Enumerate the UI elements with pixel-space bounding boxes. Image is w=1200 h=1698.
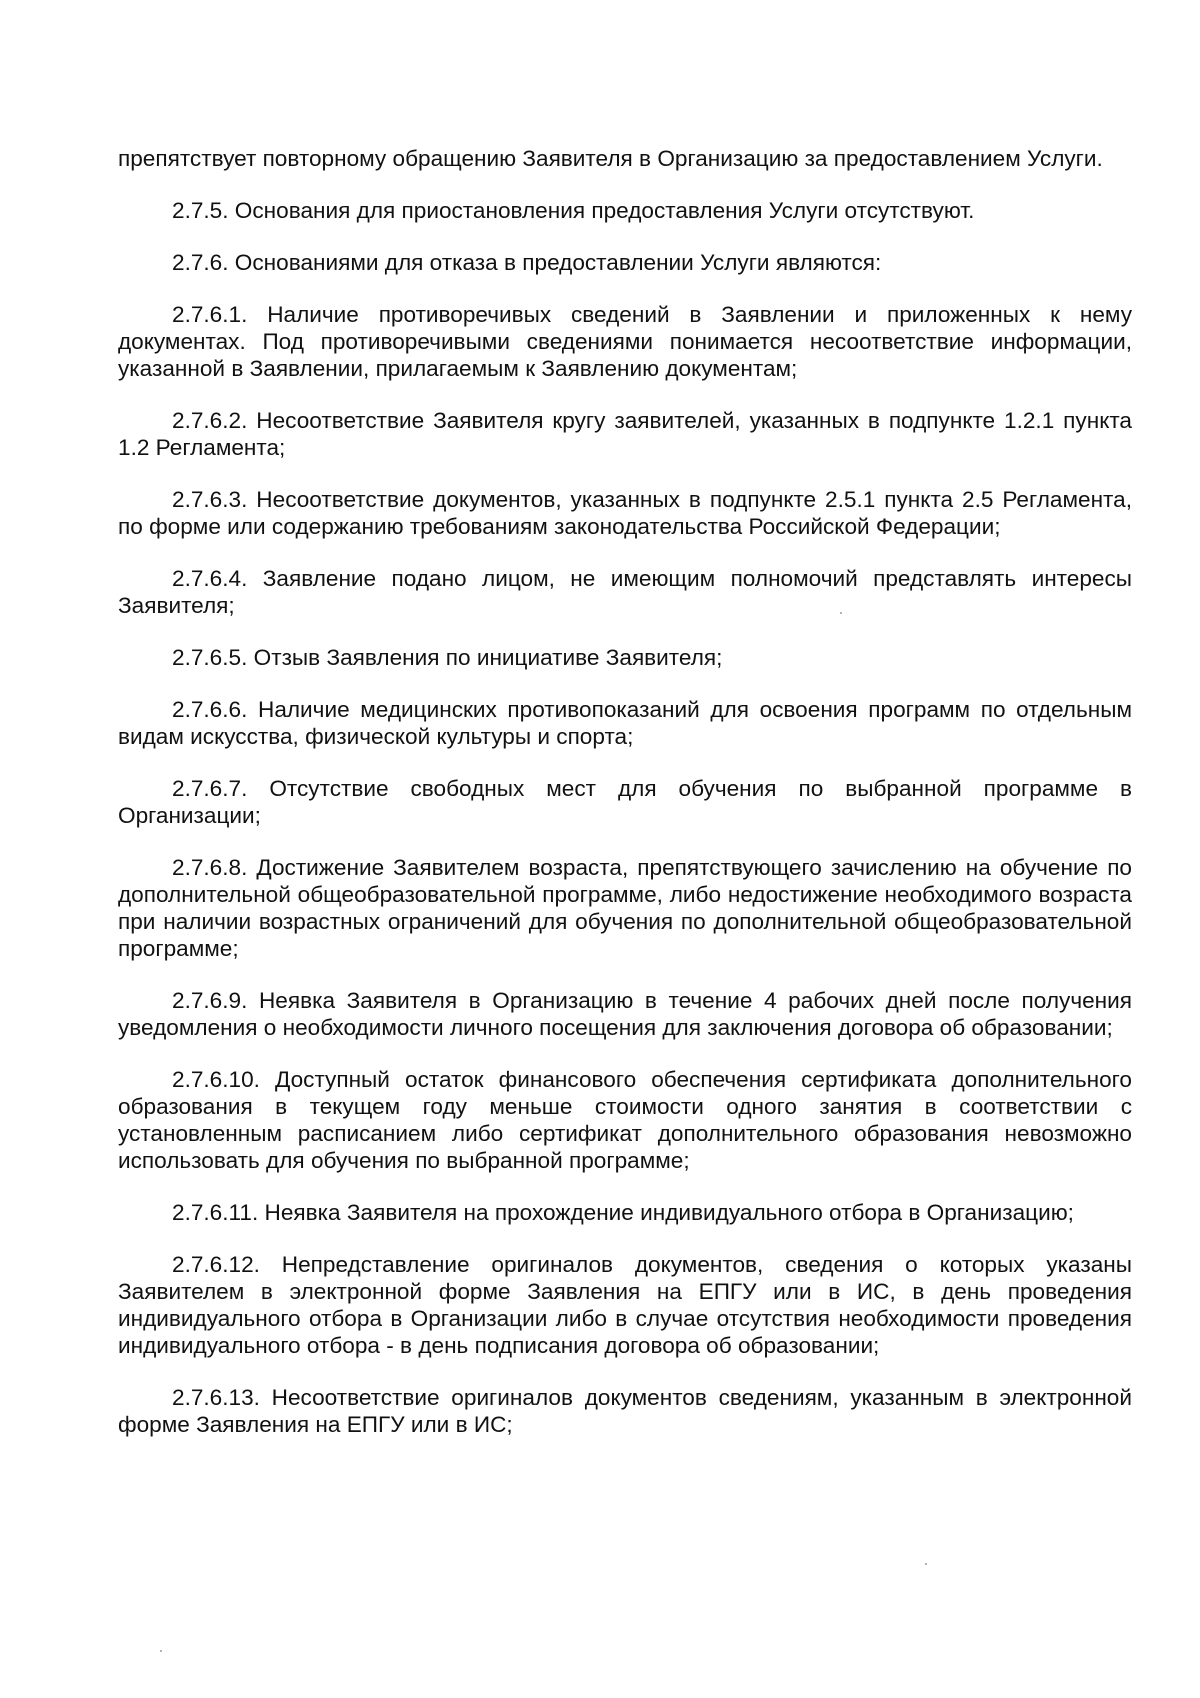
scan-speck [840,612,842,614]
paragraph-2-7-6-3: 2.7.6.3. Несоответствие документов, указанных в подпункте 2.5.1 пункта 2.5 Регламента, по форме или содержанию требованиям законодательства Российской Федерации; [118,487,1132,539]
paragraph-2-7-5: 2.7.5. Основания для приостановления предоставления Услуги отсутствуют. [172,198,975,223]
paragraph-2-7-6-1: 2.7.6.1. Наличие противоречивых сведений в Заявлении и приложенных к нему документах. Под противоречивыми сведениями понимается несоответствие информации, указанной в Заявлении, прилагаемым к Заявлению документам; [118,302,1132,381]
paragraph-2-7-6-10: 2.7.6.10. Доступный остаток финансового обеспечения сертификата дополнительного образования в текущем году меньше стоимости одного занятия в соответствии с установленным расписанием либо сертификат дополнительного образования невозможно использовать для обучения по выбранной программе; [118,1067,1132,1173]
paragraph-2-7-6-8: 2.7.6.8. Достижение Заявителем возраста, препятствующего зачислению на обучение по дополнительной общеобразовательной программе, либо недостижение необходимого возраста при наличии возрастных ограничений для обучения по дополнительной общеобразовательной программе; [118,855,1132,961]
paragraph-2-7-6-7: 2.7.6.7. Отсутствие свободных мест для обучения по выбранной программе в Организации; [118,776,1132,828]
paragraph-2-7-6: 2.7.6. Основаниями для отказа в предоставлении Услуги являются: [172,250,882,275]
paragraph-2-7-6-5: 2.7.6.5. Отзыв Заявления по инициативе Заявителя; [172,645,723,670]
paragraph-continuation: препятствует повторному обращению Заявителя в Организацию за предоставлением Услуги. [118,146,1103,171]
document-body [118,145,1132,1463]
paragraph-2-7-6-12: 2.7.6.12. Непредставление оригиналов документов, сведения о которых указаны Заявителем в электронной форме Заявления на ЕПГУ или в ИС, в день проведения индивидуального отбора в Организации либо в случае отсутствия необходимости проведения индивидуального отбора - в день подписания договора об образовании; [118,1252,1132,1358]
paragraph-2-7-6-11: 2.7.6.11. Неявка Заявителя на прохождение индивидуального отбора в Организацию; [172,1200,1074,1225]
paragraph-2-7-6-9: 2.7.6.9. Неявка Заявителя в Организацию в течение 4 рабочих дней после получения уведомления о необходимости личного посещения для заключения договора об образовании; [118,988,1132,1040]
paragraph-2-7-6-13: 2.7.6.13. Несоответствие оригиналов документов сведениям, указанным в электронной форме Заявления на ЕПГУ или в ИС; [118,1385,1132,1437]
scan-speck [925,1563,927,1565]
paragraph-2-7-6-4: 2.7.6.4. Заявление подано лицом, не имеющим полномочий представлять интересы Заявителя; [118,566,1132,618]
paragraph-2-7-6-2: 2.7.6.2. Несоответствие Заявителя кругу заявителей, указанных в подпункте 1.2.1 пункта 1.2 Регламента; [118,408,1132,460]
scan-speck [160,1650,162,1652]
paragraph-2-7-6-6: 2.7.6.6. Наличие медицинских противопоказаний для освоения программ по отдельным видам искусства, физической культуры и спорта; [118,697,1132,749]
